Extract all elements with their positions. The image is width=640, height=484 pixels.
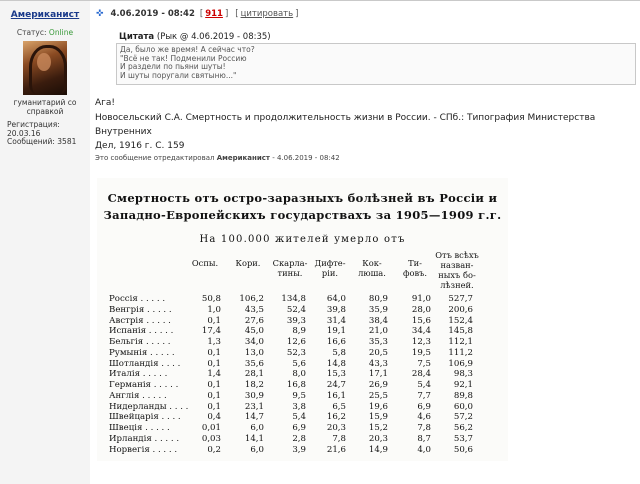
scan-country-name: Шотландiя . . . . xyxy=(109,358,181,369)
scan-cell-value: 145,8 xyxy=(448,326,473,337)
scan-cell-value: 23,1 xyxy=(244,401,264,412)
author-username-link[interactable]: Американист xyxy=(10,10,80,20)
scan-cell-value: 1,0 xyxy=(207,304,221,315)
scan-country-name: Румынiя . . . . . xyxy=(109,347,175,358)
scan-cell-value: 17,1 xyxy=(368,369,388,380)
avatar-face-shape xyxy=(37,53,51,71)
scan-cell-value: 92,1 xyxy=(453,380,473,390)
scan-column-header xyxy=(226,258,270,268)
scan-cell-value: 31,4 xyxy=(326,315,346,326)
scan-cell-value: 39,3 xyxy=(286,315,306,326)
scan-table-row xyxy=(97,412,508,423)
scan-cell-value: 19,5 xyxy=(411,347,431,358)
post-text-aga: Ага! xyxy=(95,98,116,108)
scan-cell-value: 35,6 xyxy=(244,358,264,369)
scan-cell-value: 34,0 xyxy=(244,337,264,347)
scan-cell-value: 7,7 xyxy=(417,390,431,401)
scan-cell-value: 0,1 xyxy=(207,347,221,358)
scan-cell-value: 8,9 xyxy=(292,326,306,337)
pin-icon[interactable]: ✜ xyxy=(96,9,104,19)
scan-cell-value: 34,4 xyxy=(411,326,431,337)
scan-column-header-line: Отъ всѣхъ xyxy=(435,250,479,260)
quote-line: Да, было же время! А сейчас что? xyxy=(120,45,255,54)
registration-date: Регистрация: 20.03.16 xyxy=(7,120,60,138)
edited-prefix: Это сообщение отредактировал xyxy=(95,154,215,162)
scan-cell-value: 1,3 xyxy=(207,337,221,347)
author-rank xyxy=(0,98,90,116)
quote-author: (Рык @ 4.06.2019 - 08:35) xyxy=(156,32,271,42)
scan-column-header-line: ныхъ бо- xyxy=(438,270,476,280)
scan-cell-value: 52,3 xyxy=(286,347,306,358)
scan-cell-value: 64,0 xyxy=(326,294,346,304)
scan-country-name: Швецiя . . . . . xyxy=(109,423,170,433)
scan-cell-value: 14,8 xyxy=(326,358,346,369)
author-sidebar xyxy=(0,1,90,484)
scan-column-header xyxy=(350,258,394,278)
scan-column-header-line: Дифте- xyxy=(314,258,346,268)
scan-cell-value: 111,2 xyxy=(448,347,473,358)
scan-cell-value: 21,0 xyxy=(368,326,388,337)
scan-cell-value: 106,2 xyxy=(239,294,264,304)
scan-cell-value: 39,8 xyxy=(326,304,346,315)
scan-country-name: Швейцарiя . . . . xyxy=(109,412,181,423)
bracket-close-2: ] xyxy=(295,9,299,19)
scan-cell-value: 56,2 xyxy=(453,423,473,433)
scan-country-name: Венгрiя . . . . . xyxy=(109,304,172,315)
scan-country-name: Испанiя . . . . . xyxy=(109,326,174,337)
scan-cell-value: 0,1 xyxy=(207,390,221,401)
scan-cell-value: 6,9 xyxy=(417,401,431,412)
scan-cell-value: 14,7 xyxy=(244,412,264,423)
quote-line: "Всё не так! Подменили Россию xyxy=(120,53,247,63)
post-number-link[interactable]: 911 xyxy=(205,9,223,19)
author-rank-line1: гуманитарий со xyxy=(13,98,77,107)
scan-cell-value: 80,9 xyxy=(368,294,388,304)
scan-cell-value: 57,2 xyxy=(453,412,473,423)
post-content xyxy=(90,1,640,484)
scan-cell-value: 16,8 xyxy=(286,380,306,390)
scan-table-row xyxy=(97,348,508,359)
scan-table-row xyxy=(97,316,508,327)
scan-cell-value: 14,9 xyxy=(368,444,388,455)
scan-cell-value: 6,0 xyxy=(250,423,264,433)
scan-subtitle: На 100.000 жителей умерло отъ xyxy=(199,234,406,245)
quote-box xyxy=(116,43,636,85)
scan-cell-value: 45,0 xyxy=(244,326,264,337)
scan-column-header-line: тины. xyxy=(277,268,303,278)
scan-column-header-line: назван- xyxy=(440,260,474,270)
scan-column-header-line: фовъ. xyxy=(402,268,428,278)
scan-cell-value: 28,1 xyxy=(244,369,264,380)
scan-cell-value: 38,4 xyxy=(368,315,388,326)
scan-cell-value: 0,03 xyxy=(201,433,221,444)
scan-table-row xyxy=(97,326,508,337)
scan-cell-value: 7,5 xyxy=(417,358,431,369)
scan-cell-value: 19,6 xyxy=(368,401,388,412)
scan-cell-value: 152,4 xyxy=(448,315,473,326)
avatar[interactable] xyxy=(23,41,67,95)
scan-cell-value: 4,0 xyxy=(417,444,431,455)
scan-table-row xyxy=(97,359,508,370)
author-meta xyxy=(7,121,90,147)
scan-cell-value: 3,8 xyxy=(292,401,306,412)
scan-cell-value: 5,6 xyxy=(292,358,306,369)
post-citation xyxy=(95,111,635,153)
scan-cell-value: 30,9 xyxy=(244,390,264,401)
citation-line2: Дел, 1916 г. С. 159 xyxy=(95,141,185,151)
scan-table-row xyxy=(97,445,508,456)
scan-cell-value: 12,3 xyxy=(411,337,431,347)
scan-cell-value: 60,0 xyxy=(453,401,473,412)
bracket-close: ] xyxy=(224,9,229,19)
scan-column-header xyxy=(393,258,437,278)
bracket-open: [ xyxy=(199,9,204,19)
scan-cell-value: 16,6 xyxy=(326,337,346,347)
scan-country-name: Австрiя . . . . . xyxy=(109,315,171,326)
post-header xyxy=(96,9,300,19)
scanned-table-image xyxy=(97,178,508,461)
scan-cell-value: 134,8 xyxy=(281,294,306,304)
quote-button[interactable]: цитировать xyxy=(240,9,294,19)
scan-cell-value: 89,8 xyxy=(453,390,473,401)
scan-cell-value: 17,4 xyxy=(201,326,221,337)
scan-country-name: Ирландiя . . . . . xyxy=(109,433,180,444)
scan-cell-value: 5,4 xyxy=(417,380,431,390)
post-count: Сообщений: 3581 xyxy=(7,137,77,146)
scan-table-row xyxy=(97,380,508,391)
scan-cell-value: 7,8 xyxy=(332,433,346,444)
scan-cell-value: 0,1 xyxy=(207,358,221,369)
scan-cell-value: 5,4 xyxy=(292,412,306,423)
scan-cell-value: 0,4 xyxy=(207,412,221,423)
citation-line1: Новосельский С.А. Смертность и продолжительность жизни в России. - СПб.: Типография Министерства Внутренних xyxy=(95,113,596,137)
avatar-hair-shape xyxy=(29,45,67,94)
quote-line: И шуты поругали святыню..." xyxy=(120,70,237,80)
scan-cell-value: 98,3 xyxy=(453,369,473,380)
scan-cell-value: 16,2 xyxy=(326,412,346,423)
quote-line: И раздели по пьяни шуты! xyxy=(120,62,226,72)
scan-table-row xyxy=(97,337,508,348)
scan-cell-value: 35,3 xyxy=(368,337,388,347)
scan-country-name: Германiя . . . . . xyxy=(109,380,179,390)
scan-column-header-line: рiи. xyxy=(321,268,339,278)
scan-cell-value: 50,6 xyxy=(453,444,473,455)
scan-column-header xyxy=(435,250,479,290)
scan-cell-value: 15,2 xyxy=(368,423,388,433)
scan-cell-value: 52,4 xyxy=(286,304,306,315)
scan-column-header xyxy=(308,258,352,278)
scan-cell-value: 20,3 xyxy=(326,423,346,433)
scan-column-header-line: Оспы. xyxy=(191,258,219,268)
scan-cell-value: 50,8 xyxy=(201,294,221,304)
scan-cell-value: 16,1 xyxy=(326,390,346,401)
scan-cell-value: 27,6 xyxy=(244,315,264,326)
quote-label: Цитата xyxy=(119,32,155,42)
scan-cell-value: 12,6 xyxy=(286,337,306,347)
scan-cell-value: 19,1 xyxy=(326,326,346,337)
scan-cell-value: 25,5 xyxy=(368,390,388,401)
scan-country-name: Нидерланды . . . . xyxy=(109,401,189,412)
scan-cell-value: 35,9 xyxy=(368,304,388,315)
scan-cell-value: 8,7 xyxy=(417,433,431,444)
scan-cell-value: 106,9 xyxy=(448,358,473,369)
scan-cell-value: 200,6 xyxy=(448,304,473,315)
scan-cell-value: 7,8 xyxy=(417,423,431,433)
scan-cell-value: 5,8 xyxy=(332,347,346,358)
scan-cell-value: 21,6 xyxy=(326,444,346,455)
author-rank-line2: справкой xyxy=(26,107,64,116)
scan-table-row xyxy=(97,423,508,434)
post-date: 4.06.2019 - 08:42 xyxy=(110,9,195,19)
bracket-open-2: [ xyxy=(235,9,239,19)
scan-cell-value: 2,8 xyxy=(292,433,306,444)
scan-cell-value: 43,3 xyxy=(368,358,388,369)
scan-country-name: Англiя . . . . . xyxy=(109,390,167,401)
scan-column-header xyxy=(268,258,312,278)
scan-cell-value: 1,4 xyxy=(207,369,221,380)
scan-cell-value: 0,1 xyxy=(207,401,221,412)
scan-cell-value: 4,6 xyxy=(417,412,431,423)
scan-cell-value: 15,3 xyxy=(326,369,346,380)
scan-cell-value: 8,0 xyxy=(292,369,306,380)
scan-cell-value: 0,1 xyxy=(207,315,221,326)
scan-cell-value: 0,2 xyxy=(207,444,221,455)
scan-column-header-line: лѣзней. xyxy=(440,280,474,290)
scan-cell-value: 26,9 xyxy=(368,380,388,390)
scan-table-row xyxy=(97,305,508,316)
scan-country-name: Россiя . . . . . xyxy=(109,294,166,304)
edited-note xyxy=(95,154,340,162)
scan-cell-value: 20,5 xyxy=(368,347,388,358)
scan-cell-value: 20,3 xyxy=(368,433,388,444)
scan-country-name: Бельгiя . . . . . xyxy=(109,337,171,347)
scan-cell-value: 0,01 xyxy=(201,423,221,433)
scan-title-line1: Смертность отъ остро-заразныхъ болѣзней въ Россiи и xyxy=(107,191,498,205)
scan-cell-value: 9,5 xyxy=(292,390,306,401)
scan-cell-value: 13,0 xyxy=(244,347,264,358)
scan-cell-value: 53,7 xyxy=(453,433,473,444)
scan-cell-value: 24,7 xyxy=(326,380,346,390)
scan-cell-value: 28,0 xyxy=(411,304,431,315)
scan-table-row xyxy=(97,369,508,380)
scan-table-row xyxy=(97,434,508,445)
scan-column-header-line: Скарла- xyxy=(272,258,308,268)
scan-cell-value: 14,1 xyxy=(244,433,264,444)
status-online-badge: Online xyxy=(48,28,74,37)
scan-cell-value: 18,2 xyxy=(244,380,264,390)
quote-title xyxy=(119,32,271,42)
scan-title-line2: Западно-Европейскихъ государствахъ за 1905—1909 г.г. xyxy=(103,208,502,222)
scan-cell-value: 43,5 xyxy=(244,304,264,315)
scan-column-header xyxy=(183,258,227,268)
scan-cell-value: 3,9 xyxy=(292,444,306,455)
scan-cell-value: 6,5 xyxy=(332,401,346,412)
scan-cell-value: 15,6 xyxy=(411,315,431,326)
scan-cell-value: 28,4 xyxy=(411,369,431,380)
scan-cell-value: 6,0 xyxy=(250,444,264,455)
scan-cell-value: 15,9 xyxy=(368,412,388,423)
edited-user: Американист xyxy=(216,154,270,162)
scan-country-name: Италiя . . . . . xyxy=(109,369,168,380)
scan-cell-value: 112,1 xyxy=(448,337,473,347)
scan-column-header-line: Кори. xyxy=(235,258,261,268)
author-status xyxy=(0,28,90,37)
status-label: Статус: xyxy=(16,28,47,37)
scan-cell-value: 527,7 xyxy=(448,294,473,304)
scan-cell-value: 6,9 xyxy=(292,423,306,433)
edited-suffix: - 4.06.2019 - 08:42 xyxy=(272,154,340,162)
scan-table-row xyxy=(97,402,508,413)
scan-column-header-line: Кок- xyxy=(362,258,382,268)
scan-cell-value: 91,0 xyxy=(411,294,431,304)
scan-column-header-line: люша. xyxy=(358,268,386,278)
scan-table-row xyxy=(97,294,508,305)
scan-cell-value: 0,1 xyxy=(207,380,221,390)
scan-table-row xyxy=(97,391,508,402)
scan-column-header-line: Ти- xyxy=(408,258,422,268)
scan-country-name: Норвегiя . . . . . xyxy=(109,444,178,455)
